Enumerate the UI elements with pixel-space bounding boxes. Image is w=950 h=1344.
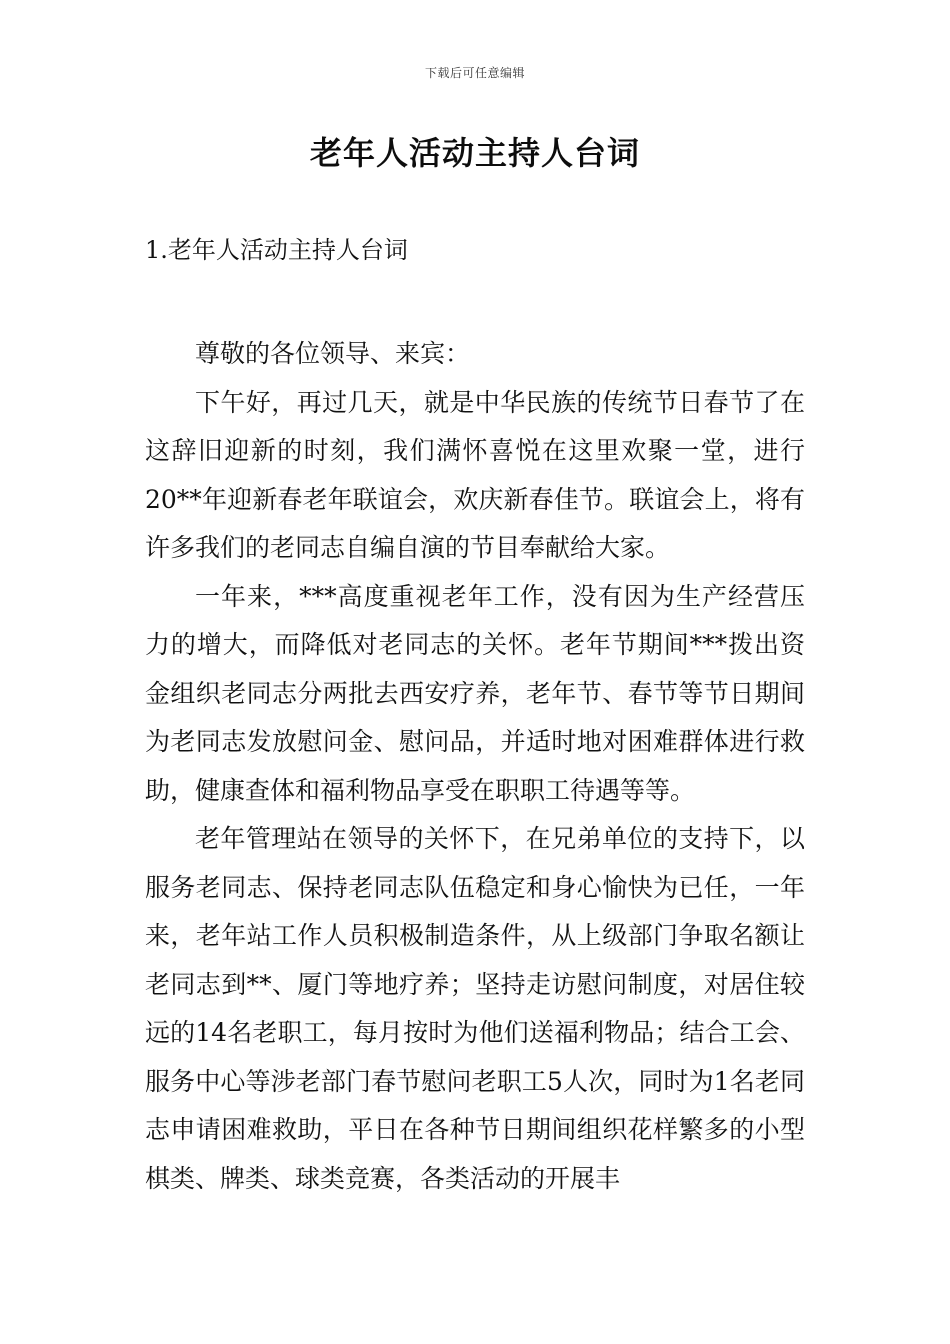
- section-heading: 1.老年人活动主持人台词: [145, 236, 408, 264]
- paragraph-opening: 下午好，再过几天，就是中华民族的传统节日春节了在这辞旧迎新的时刻，我们满怀喜悦在这里欢聚一堂，进行20**年迎新春老年联谊会，欢庆新春佳节。联谊会上，将有许多我们的老同志自编自演的节目奉献给大家。: [145, 387, 805, 562]
- paragraph-greeting: 尊敬的各位领导、来宾：: [195, 339, 471, 368]
- paragraph-station-work: 老年管理站在领导的关怀下，在兄弟单位的支持下，以服务老同志、保持老同志队伍稳定和身心愉快为已任，一年来，老年站工作人员积极制造条件，从上级部门争取名额让老同志到**、厦门等地疗养；坚持走访慰问制度，对居住较远的14名老职工，每月按时为他们送福利物品；结合工会、服务中心等涉老部门春节慰问老职工5人次，同时为1名老同志申请困难救助，平日在各种节日期间组织花样繁多的小型棋类、牌类、球类竞赛，各类活动的开展丰: [145, 824, 805, 1193]
- paragraph-year-review: 一年来，***高度重视老年工作，没有因为生产经营压力的增大，而降低对老同志的关怀。老年节期间***拨出资金组织老同志分两批去西安疗养，老年节、春节等节日期间为老同志发放慰问金、慰问品，并适时地对困难群体进行救助，健康查体和福利物品享受在职职工待遇等等。: [145, 581, 805, 805]
- header-note: 下载后可任意编辑: [424, 66, 525, 80]
- document-title: 老年人活动主持人台词: [309, 134, 640, 172]
- body-text: [145, 330, 805, 1203]
